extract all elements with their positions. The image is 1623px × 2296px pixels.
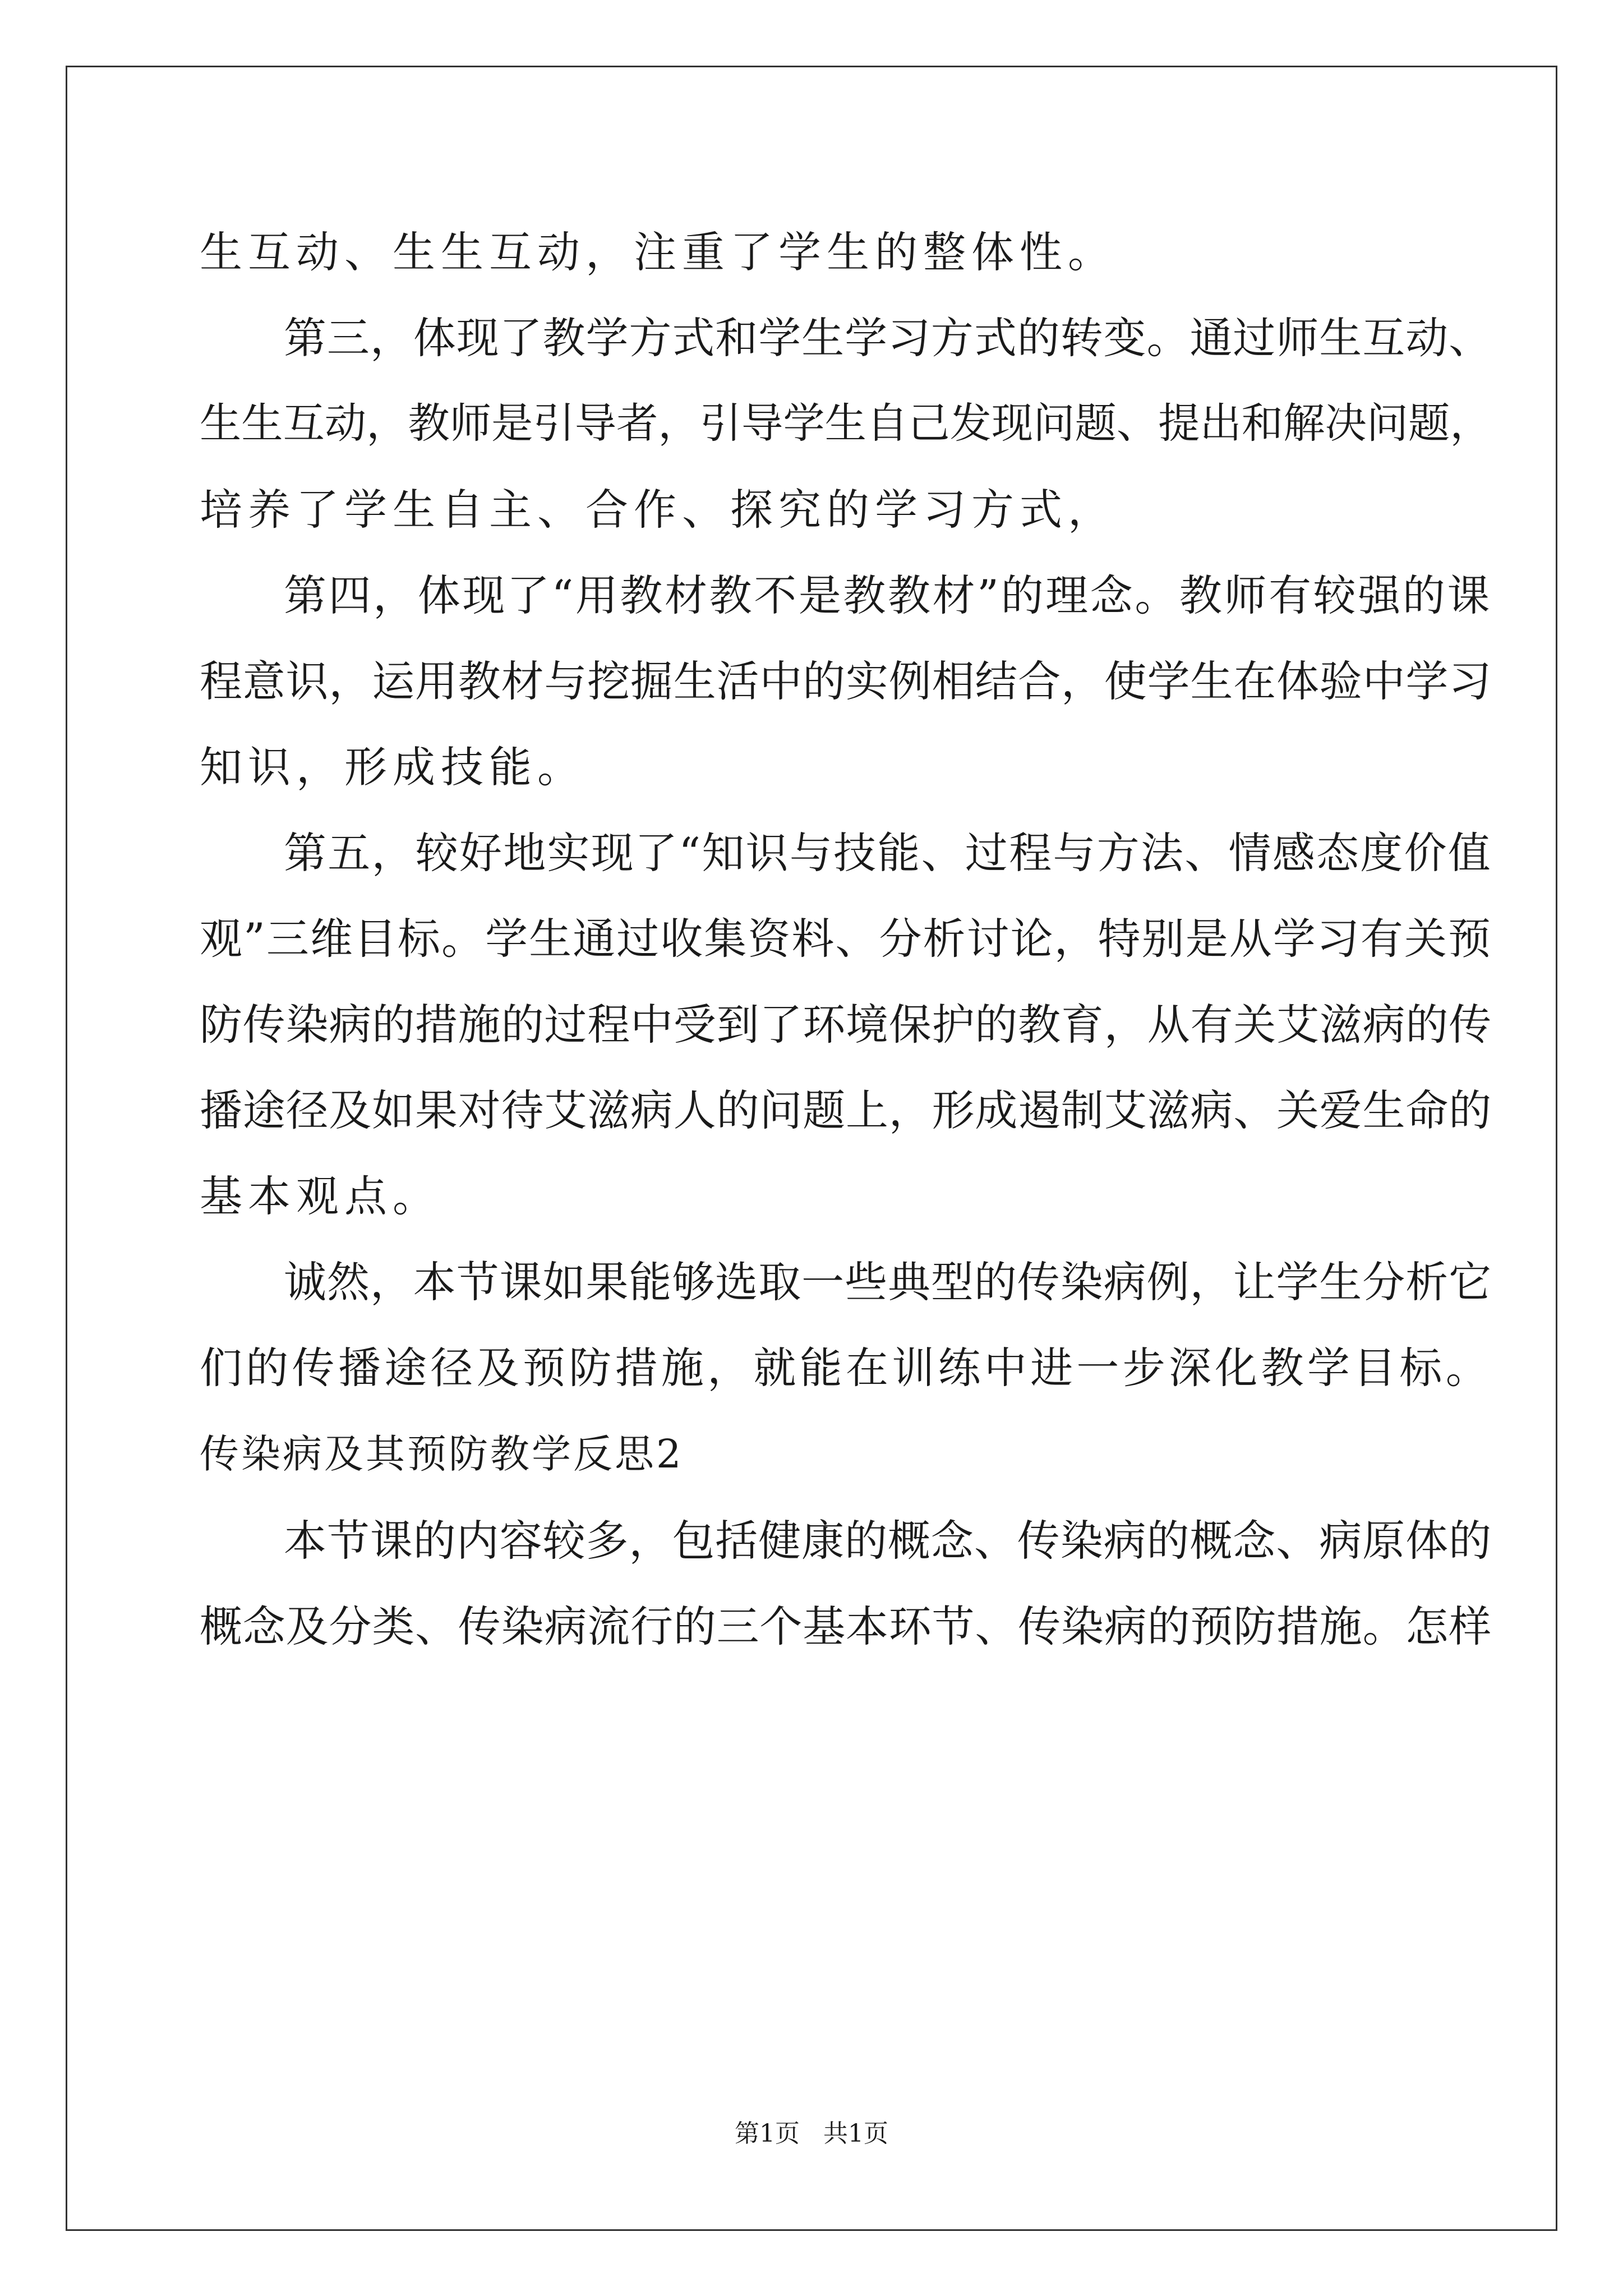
section-heading: 传染病及其预防教学反思2 [200,1431,684,1477]
paragraph-line: 程意识，运用教材与挖掘生活中的实例相结合，使学生在体验中学习 [200,656,1492,706]
paragraph-line: 第三，体现了教学方式和学生学习方式的转变。通过师生互动、 [284,313,1492,363]
page-border [66,66,1557,2231]
page-footer: 第1页 共1页 [735,2119,888,2148]
paragraph-line: 防传染病的措施的过程中受到了环境保护的教育，从有关艾滋病的传 [200,1000,1492,1050]
paragraph-line: 播途径及如果对待艾滋病人的问题上，形成遏制艾滋病、关爱生命的 [200,1085,1492,1135]
paragraph-line: 诚然，本节课如果能够选取一些典型的传染病例，让学生分析它 [284,1257,1492,1307]
paragraph-line: 培养了学生自主、合作、探究的学习方式， [200,485,1116,535]
paragraph-line: 观”三维目标。学生通过收集资料、分析讨论，特别是从学习有关预 [200,914,1492,964]
paragraph-line: 第四，体现了“用教材教不是教教材”的理念。教师有较强的课 [284,570,1492,620]
paragraph-line: 基本观点。 [200,1171,441,1221]
paragraph-line: 生生互动，教师是引导者，引导学生自己发现问题、提出和解决问题， [200,399,1492,448]
paragraph-line: 第五，较好地实现了“知识与技能、过程与方法、情感态度价值 [284,828,1492,878]
paragraph-line: 概念及分类、传染病流行的三个基本环节、传染病的预防措施。怎样 [200,1602,1492,1651]
paragraph-line: 本节课的内容较多，包括健康的概念、传染病的概念、病原体的 [284,1516,1492,1566]
paragraph-line: 们的传播途径及预防措施，就能在训练中进一步深化教学目标。 [200,1343,1492,1393]
paragraph-line: 知识，形成技能。 [200,742,585,792]
paragraph-line: 生互动、生生互动，注重了学生的整体性。 [200,227,1116,277]
